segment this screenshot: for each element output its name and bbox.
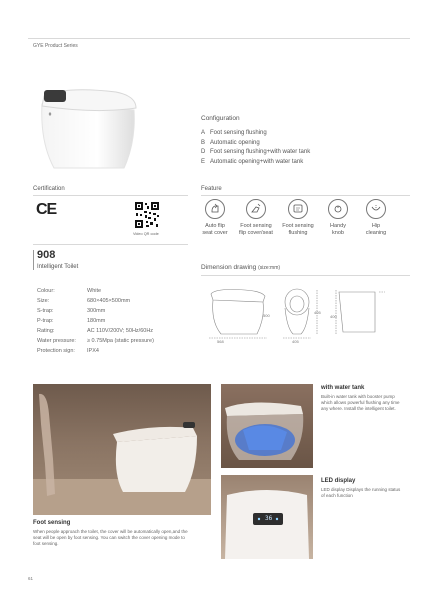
- feature-handy-knob: Handy knob: [320, 199, 356, 236]
- page-number: 61: [28, 576, 34, 581]
- header-rule: [28, 38, 410, 39]
- feature-title: Feature: [201, 186, 222, 192]
- model-number: 908: [37, 249, 56, 261]
- foot-sensing-flip-icon: [246, 199, 266, 219]
- dim-rear-height: 400: [330, 314, 337, 319]
- configuration-title: Configuration: [201, 115, 240, 122]
- foot-sensing-body: When people approach the toilet, the cover will be automatically open,and the seat will be open by foot sensing. You can switch the cover opening mode to foot sensing.: [33, 529, 188, 546]
- bathroom-photo: [33, 384, 211, 515]
- water-tank-photo: [221, 384, 313, 468]
- configuration-item: B Automatic opening: [201, 139, 260, 146]
- water-tank-title: with water tank: [321, 385, 365, 391]
- feature-rule: [201, 195, 410, 196]
- side-view: [209, 290, 267, 339]
- foot-sensing-title: Foot sensing: [33, 520, 71, 526]
- certification-title: Certification: [33, 186, 65, 192]
- feature-foot-sensing-flip: Foot sensing flip cover/seat: [238, 199, 274, 236]
- feature-foot-sensing-flushing: Foot sensing flushing: [280, 199, 316, 236]
- dim-side-height: 500: [263, 313, 270, 318]
- title-accent-bar: [33, 250, 34, 270]
- dim-front-height: 405: [314, 310, 321, 315]
- ce-mark: CE: [36, 201, 57, 218]
- product-name: Intelligent Toilet: [37, 264, 79, 270]
- dimension-rule: [201, 275, 410, 276]
- product-rule: [33, 244, 188, 245]
- led-body: LED display Displays the running status of each function: [321, 487, 401, 498]
- water-tank-body: Built-in water tank with booster pump which allows powerful flushing any time any where. Install the intelligent toilet.: [321, 394, 400, 411]
- knob-icon: [328, 199, 348, 219]
- dim-front-width: 405: [292, 339, 299, 344]
- dim-side-width: 568: [217, 339, 224, 344]
- dimension-drawing: [205, 282, 405, 344]
- configuration-item: E Automatic opening+with water tank: [201, 158, 304, 165]
- hip-cleaning-icon: [366, 199, 386, 219]
- certification-rule: [33, 195, 188, 196]
- feature-hip-cleaning: Hip cleaning: [358, 199, 394, 236]
- series-label: GYE Product Series: [33, 43, 78, 49]
- qr-code-icon[interactable]: [134, 201, 160, 229]
- led-title: LED display: [321, 478, 356, 484]
- configuration-item: A Foot sensing flushing: [201, 130, 267, 136]
- led-readout: 36: [265, 515, 273, 522]
- configuration-list: [201, 129, 310, 167]
- hero-toilet-image: [36, 82, 140, 174]
- qr-caption: Video QR code: [133, 232, 159, 236]
- configuration-item: D Foot sensing flushing+with water tank: [201, 149, 311, 155]
- rear-view: [336, 290, 385, 334]
- auto-flip-icon: [205, 199, 225, 219]
- foot-sensing-flush-icon: [288, 199, 308, 219]
- led-display-photo: [221, 475, 313, 559]
- dimension-title: Dimension drawing (size:mm): [201, 264, 281, 271]
- feature-auto-flip: Auto flip seat cover: [197, 199, 233, 236]
- front-view: [283, 289, 317, 338]
